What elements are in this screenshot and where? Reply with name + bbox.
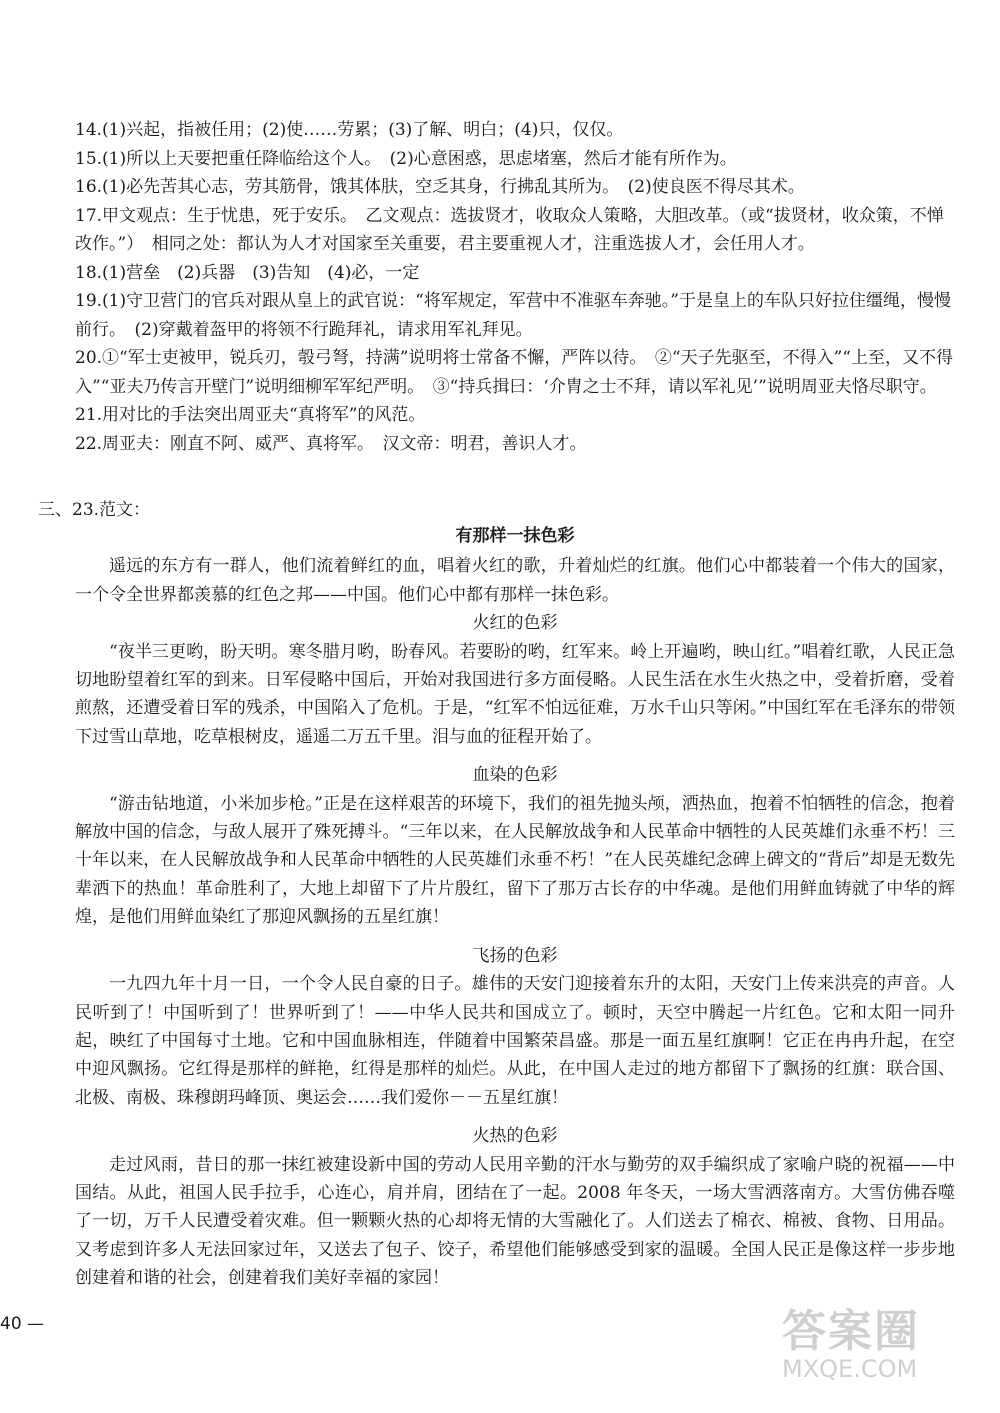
answer-17: 17.甲文观点：生于忧患，死于安乐。 乙文观点：选拔贤才，收取众人策略，大胆改革。（或“拔贤材，收众策，不惮改作。”） 相同之处：都认为人才对国家至关重要，君主要重视人才，注重选拔人才，会任用人才。 xyxy=(75,205,944,254)
answer-18: 18.(1)营垒 (2)兵器 (3)告知 (4)必，一定 xyxy=(75,262,420,283)
essay-intro: 遥远的东方有一群人，他们流着鲜红的血，唱着火红的歌，升着灿烂的红旗。他们心中都装着一个伟大的国家，一个令全世界都羡慕的红色之邦——中国。他们心中都有那样一抹色彩。 xyxy=(75,556,955,605)
answer-19: 19.(1)守卫营门的官兵对跟从皇上的武官说：“将军规定，军营中不准驱车奔驰。”于是皇上的车队只好拉住缰绳，慢慢前行。 (2)穿戴着盔甲的将领不行跪拜礼，请求用军礼拜见。 xyxy=(75,291,951,340)
essay-paragraph-1: “夜半三更哟，盼天明。寒冬腊月哟，盼春风。若要盼的哟，红军来。岭上开遍哟，映山红。”唱着红歌，人民正急切地盼望着红军的到来。日军侵略中国后，开始对我国进行多方面侵略。人民生活在水生火热之中，受着折磨，受着煎熬，还遭受着日军的残杀，中国陷入了危机。于是，“红军不怕远征难，万水千山只等闲。”中国红军在毛泽东的带领下过雪山草地，吃草根树皮，遥遥二万五千里。泪与血的征程开始了。 xyxy=(75,641,955,747)
answer-20: 20.①“军士吏被甲，锐兵刃，彀弓弩，持满”说明将士常备不懈，严阵以待。 ②“天子先驱至，不得入”“上至，又不得入”“亚夫乃传言开壁门”说明细柳军军纪严明。 ③“持兵揖曰：‘介胄之士不拜，请以军礼见’”说明周亚夫恪尽职守。 xyxy=(75,348,953,397)
answer-22: 22.周亚夫：刚直不阿、威严、真将军。 汉文帝：明君，善识人才。 xyxy=(75,433,587,454)
answer-15: 15.(1)所以上天要把重任降临给这个人。 (2)心意困惑，思虑堵塞，然后才能有所作为。 xyxy=(75,148,737,169)
model-essay xyxy=(75,522,955,1293)
section-heading: 三、23.范文： xyxy=(38,500,151,520)
essay-title: 有那样一抹色彩 xyxy=(455,526,575,546)
watermark-logo-text: 答案圈 xyxy=(782,1306,920,1357)
essay-paragraph-2: “游击钻地道，小米加步枪。”正是在这样艰苦的环境下，我们的祖先抛头颅，洒热血，抱着不怕牺牲的信念，抱着解放中国的信念，与敌人展开了殊死搏斗。“三年以来，在人民解放战争和人民革命中牺牲的人民英雄们永垂不朽！三十年以来，在人民解放战争和人民革命中牺牲的人民英雄们永垂不朽！”在人民英雄纪念碑上碑文的“背后”却是无数先辈洒下的热血！革命胜利了，大地上却留下了片片殷红，留下了那万古长存的中华魂。是他们用鲜血铸就了中华的辉煌，是他们用鲜血染红了那迎风飘扬的五星红旗！ xyxy=(75,793,955,928)
essay-heading-2: 血染的色彩 xyxy=(472,765,558,786)
essay-heading-4: 火热的色彩 xyxy=(472,1126,558,1147)
answer-16: 16.(1)必先苦其心志，劳其筋骨，饿其体肤，空乏其身，行拂乱其所为。 (2)使良医不得尽其术。 xyxy=(75,177,805,197)
essay-paragraph-4: 走过风雨，昔日的那一抹红被建设新中国的劳动人民用辛勤的汗水与勤劳的双手编织成了家喻户晓的祝福——中国结。从此，祖国人民手拉手，心连心，肩并肩，团结在了一起。2008 年冬天，一场大雪洒落南方。大雪仿佛吞噬了一切，万千人民遭受着灾难。但一颗颗火热的心却将无情的大雪融化了。人们送去了棉衣、棉被、食物、日用品。又考虑到许多人无法回家过年，又送去了包子、饺子，希望他们能够感受到家的温暖。全国人民正是像这样一步步地创建着和谐的社会，创建着我们美好幸福的家园！ xyxy=(75,1154,955,1289)
essay-heading-1: 火红的色彩 xyxy=(472,613,558,634)
answer-14: 14.(1)兴起，指被任用；(2)使……劳累；(3)了解、明白；(4)只，仅仅。 xyxy=(75,120,624,140)
page-number: 40 — xyxy=(0,1314,45,1334)
essay-heading-3: 飞扬的色彩 xyxy=(472,945,558,966)
answer-list xyxy=(75,116,955,458)
answer-21: 21.用对比的手法突出周亚夫“真将军”的风范。 xyxy=(75,405,426,425)
watermark-logo xyxy=(782,1295,982,1395)
watermark-url: MXQE.COM xyxy=(782,1355,918,1383)
essay-paragraph-3: 一九四九年十月一日，一个令人民自豪的日子。雄伟的天安门迎接着东升的太阳，天安门上传来洪亮的声音。人民听到了！中国听到了！世界听到了！——中华人民共和国成立了。顿时，天空中腾起一片红色。它和太阳一同升起，映红了中国每寸土地。它和中国血脉相连，伴随着中国繁荣昌盛。那是一面五星红旗啊！它正在冉冉升起，在空中迎风飘扬。它红得是那样的鲜艳，红得是那样的灿烂。从此，在中国人走过的地方都留下了飘扬的红旗：联合国、北极、南极、珠穆朗玛峰顶、奥运会……我们爱你－－五星红旗！ xyxy=(75,974,955,1108)
